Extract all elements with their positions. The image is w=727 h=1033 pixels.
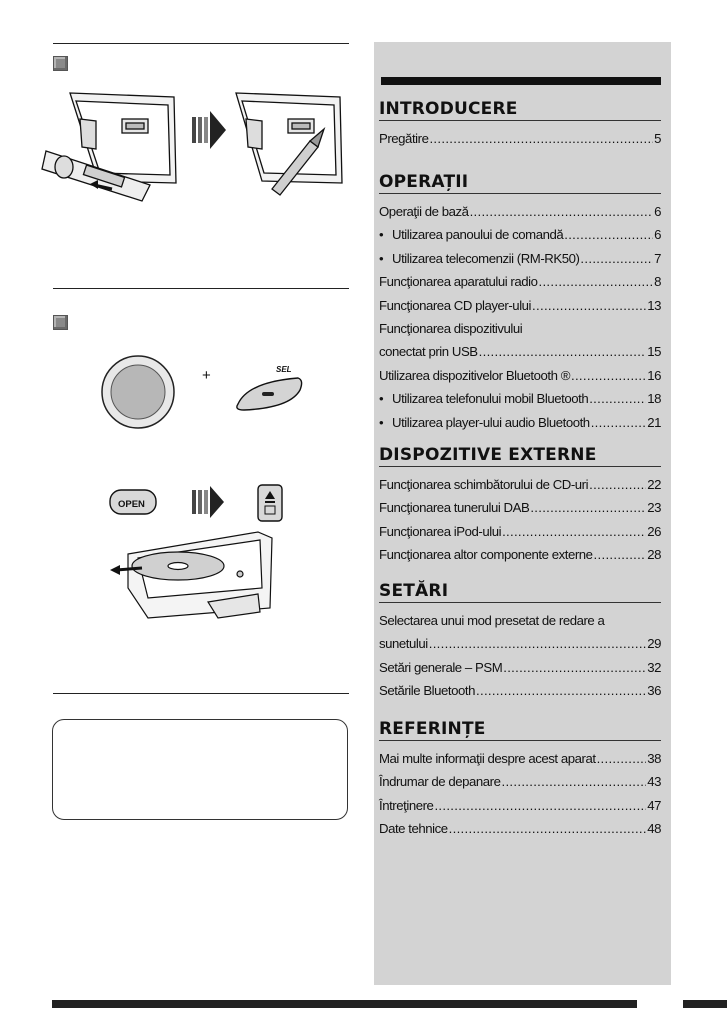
toc-entry[interactable] bbox=[379, 223, 661, 246]
toc-entry-label: Funcţionarea tunerului DAB bbox=[379, 500, 530, 516]
toc-entry[interactable] bbox=[379, 520, 661, 543]
toc-entry[interactable] bbox=[379, 794, 661, 817]
divider-bottom bbox=[53, 693, 349, 694]
toc-section bbox=[379, 171, 661, 434]
toc-entry[interactable] bbox=[379, 317, 661, 340]
toc-entry-label: Utilizarea telefonului mobil Bluetooth bbox=[392, 391, 589, 407]
toc-entry[interactable] bbox=[379, 340, 661, 363]
toc-leader-dots bbox=[502, 520, 646, 543]
toc-entry-label: Funcţionarea altor componente externe bbox=[379, 547, 593, 563]
bullet-icon: • bbox=[379, 391, 384, 407]
toc-entry-page: 48 bbox=[647, 821, 661, 837]
toc-leader-dots bbox=[597, 747, 647, 770]
toc-entry-page: 6 bbox=[654, 204, 661, 219]
toc-entry[interactable] bbox=[379, 364, 661, 387]
toc-entry[interactable] bbox=[379, 200, 661, 223]
toc-leader-dots bbox=[479, 340, 647, 363]
toc-section bbox=[379, 98, 661, 150]
toc-section-title: OPERAȚII bbox=[379, 171, 661, 194]
toc-entry-page: 15 bbox=[647, 344, 661, 360]
toc-leader-dots bbox=[476, 679, 646, 702]
divider-top bbox=[53, 43, 349, 44]
toc-entry-page: 5 bbox=[654, 131, 661, 146]
toc-entry-page: 47 bbox=[647, 797, 661, 813]
toc-leader-dots bbox=[470, 200, 654, 223]
toc-entry[interactable] bbox=[379, 294, 661, 317]
toc-entry-page: 23 bbox=[647, 500, 661, 516]
toc-leader-dots bbox=[429, 127, 653, 150]
toc-entry-label: Utilizarea player-ului audio Bluetooth bbox=[392, 414, 590, 430]
toc-section bbox=[379, 718, 661, 841]
toc-entry-page: 21 bbox=[647, 414, 661, 430]
toc-entry[interactable] bbox=[379, 679, 661, 702]
divider-middle bbox=[53, 288, 349, 289]
toc-entry[interactable] bbox=[379, 270, 661, 293]
section-marker-eject bbox=[53, 315, 68, 330]
toc-entry[interactable] bbox=[379, 127, 661, 150]
illustration-panel-detach bbox=[40, 85, 360, 205]
toc-section bbox=[379, 444, 661, 567]
toc-entry-page: 32 bbox=[647, 659, 661, 675]
toc-entry-label: Funcţionarea schimbătorului de CD-uri bbox=[379, 477, 589, 492]
toc-entry-page: 26 bbox=[647, 523, 661, 539]
toc-entry[interactable] bbox=[379, 496, 661, 519]
toc-entry-label: Funcţionarea aparatului radio bbox=[379, 274, 538, 290]
toc-entry-page: 6 bbox=[654, 227, 661, 243]
toc-entry-label: Întreţinere bbox=[379, 797, 434, 813]
toc-entry[interactable] bbox=[379, 247, 661, 270]
toc-section-title: DISPOZITIVE EXTERNE bbox=[379, 444, 661, 467]
toc-entry-page: 29 bbox=[647, 636, 661, 652]
toc-entry-page: 7 bbox=[654, 250, 661, 266]
toc-leader-dots bbox=[429, 632, 646, 655]
toc-leader-dots bbox=[539, 270, 654, 293]
open-label: OPEN bbox=[118, 499, 145, 510]
toc-entry-label: Operaţii de bază bbox=[379, 204, 469, 219]
toc-entry-page: 8 bbox=[654, 274, 661, 290]
toc-entry-label: Setările Bluetooth bbox=[379, 683, 476, 699]
toc-entry-page: 43 bbox=[647, 774, 661, 790]
toc-entry-label: Funcţionarea iPod-ului bbox=[379, 523, 502, 539]
toc-entry-page: 38 bbox=[647, 751, 661, 766]
toc-entry[interactable] bbox=[379, 656, 661, 679]
toc-leader-dots bbox=[532, 294, 646, 317]
note-box bbox=[52, 719, 348, 820]
toc-entry-page: 22 bbox=[647, 477, 661, 492]
toc-entry-page: 28 bbox=[647, 547, 661, 563]
toc-entry[interactable] bbox=[379, 411, 661, 434]
toc-entry-page: 16 bbox=[647, 367, 661, 383]
toc-entry[interactable] bbox=[379, 543, 661, 566]
bullet-icon: • bbox=[379, 250, 384, 266]
toc-entry[interactable] bbox=[379, 632, 661, 655]
section-marker-detach bbox=[53, 56, 68, 71]
toc-entry-label: Utilizarea panoului de comandă bbox=[392, 227, 564, 243]
toc-entry-label: Funcţionarea CD player-ului bbox=[379, 297, 532, 313]
table-of-contents bbox=[374, 42, 671, 985]
toc-section-title: SETĂRI bbox=[379, 580, 661, 603]
illustration-knob-sel bbox=[98, 352, 308, 432]
toc-leader-dots bbox=[564, 223, 653, 246]
toc-entry-label: Utilizarea dispozitivelor Bluetooth ® bbox=[379, 367, 570, 383]
plus-sign: + bbox=[202, 367, 211, 384]
toc-leader-dots bbox=[434, 794, 646, 817]
illustration-disc-eject bbox=[108, 528, 278, 622]
toc-leader-dots bbox=[594, 543, 647, 566]
toc-leader-dots bbox=[589, 387, 646, 410]
bullet-icon: • bbox=[379, 414, 384, 430]
toc-entry[interactable] bbox=[379, 609, 661, 632]
toc-section-title: REFERINȚE bbox=[379, 718, 661, 741]
toc-leader-dots bbox=[503, 656, 646, 679]
toc-section-title: INTRODUCERE bbox=[379, 98, 661, 121]
toc-entry-label: Date tehnice bbox=[379, 821, 448, 837]
toc-entry[interactable] bbox=[379, 817, 661, 840]
toc-leader-dots bbox=[580, 247, 653, 270]
footer-bar bbox=[52, 1000, 637, 1008]
toc-header-bar bbox=[381, 77, 661, 85]
illustration-open-eject bbox=[108, 484, 298, 524]
toc-entry[interactable] bbox=[379, 770, 661, 793]
toc-entry-label: Selectarea unui mod presetat de redare a bbox=[379, 613, 605, 628]
toc-entry[interactable] bbox=[379, 747, 661, 770]
toc-entry-label: Îndrumar de depanare bbox=[379, 774, 501, 790]
toc-leader-dots bbox=[502, 770, 647, 793]
toc-entry-page: 13 bbox=[647, 297, 661, 313]
footer-bar-right bbox=[683, 1000, 727, 1008]
toc-leader-dots bbox=[449, 817, 647, 840]
toc-entry-label: Mai multe informaţii despre acest aparat bbox=[379, 751, 596, 766]
toc-entry-page: 18 bbox=[647, 391, 661, 407]
toc-leader-dots bbox=[591, 411, 647, 434]
toc-section bbox=[379, 580, 661, 703]
toc-leader-dots bbox=[589, 473, 646, 496]
toc-entry-label: Pregătire bbox=[379, 131, 429, 146]
toc-entry[interactable] bbox=[379, 387, 661, 410]
bullet-icon: • bbox=[379, 227, 384, 243]
toc-entry-label: Funcţionarea dispozitivului bbox=[379, 320, 523, 336]
toc-entry-page: 36 bbox=[647, 683, 661, 699]
toc-entry-label: Setări generale – PSM bbox=[379, 659, 503, 675]
toc-leader-dots bbox=[530, 496, 646, 519]
sel-label: SEL bbox=[276, 365, 292, 374]
toc-leader-dots bbox=[571, 364, 646, 387]
toc-entry-label: conectat prin USB bbox=[379, 344, 478, 360]
toc-entry[interactable] bbox=[379, 473, 661, 496]
toc-entry-label: sunetului bbox=[379, 636, 428, 652]
toc-entry-label: Utilizarea telecomenzii (RM-RK50) bbox=[392, 250, 580, 266]
